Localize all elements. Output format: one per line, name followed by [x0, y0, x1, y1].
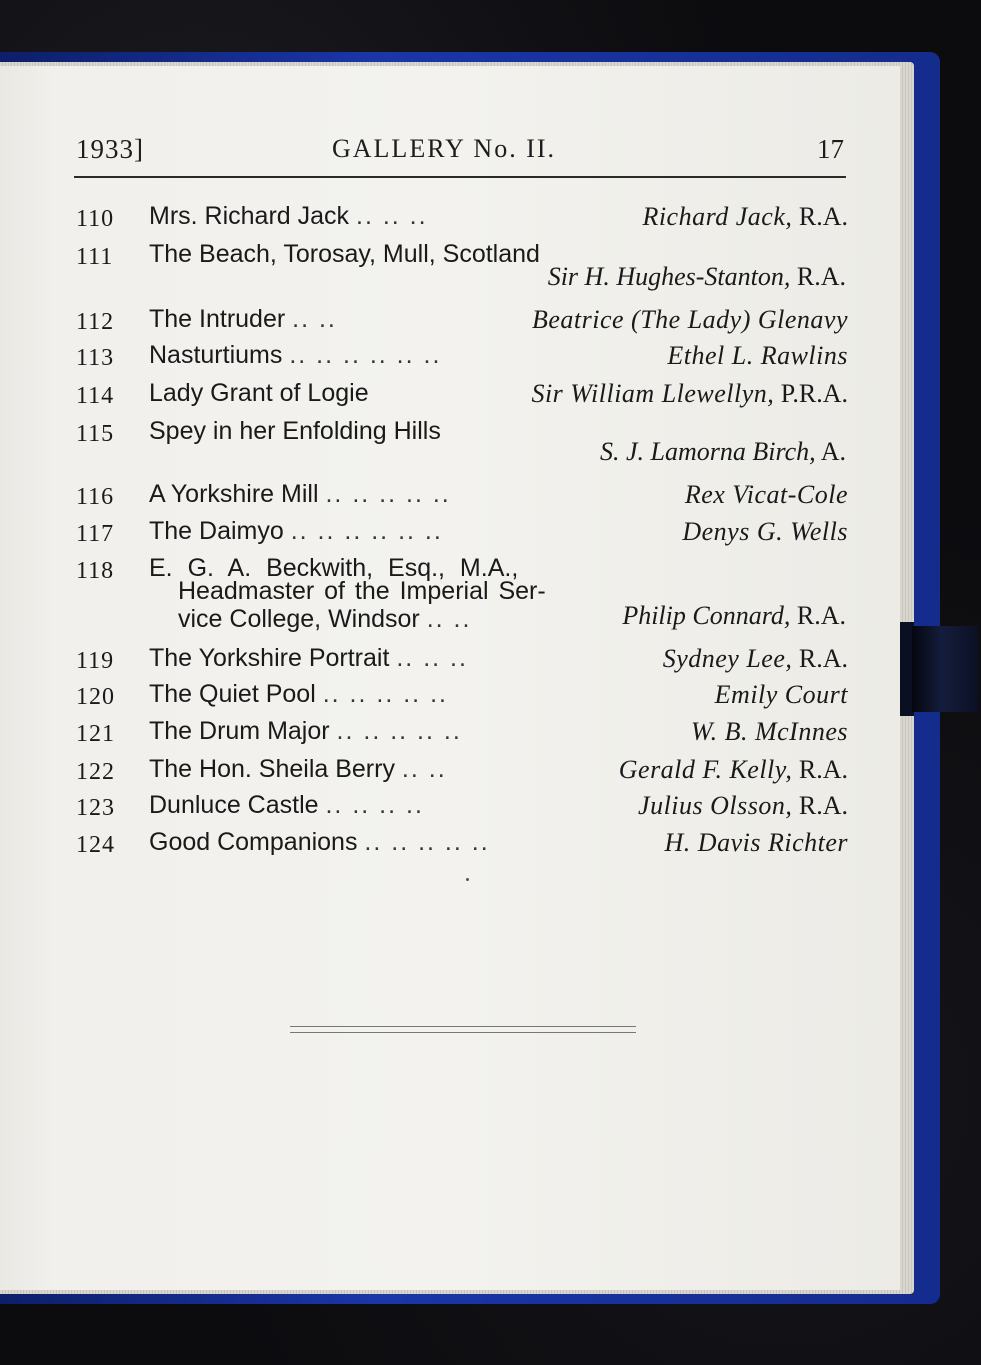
entry-artist: H. Davis Richter	[664, 828, 848, 857]
end-rule	[290, 1026, 636, 1033]
list-item	[76, 480, 848, 514]
entry-artist: S. J. Lamorna Birch, A.	[599, 437, 846, 466]
entry-artist: W. B. McInnes	[690, 717, 848, 746]
entry-artist: Emily Court	[714, 680, 848, 709]
entry-number: 123	[76, 795, 115, 821]
entry-artist: Gerald F. Kelly, R.A.	[618, 755, 848, 784]
entry-number: 111	[76, 244, 114, 270]
year-label: 1933]	[76, 134, 144, 164]
entry-title: E. G. A. Beckwith, Esq., M.A.,	[149, 554, 519, 582]
entry-title: The Daimyo .. .. .. .. .. ..	[149, 517, 443, 545]
page-title: GALLERY No. II.	[332, 134, 557, 163]
entry-number: 119	[76, 648, 115, 674]
entry-number: 113	[76, 345, 115, 371]
entry-artist: Philip Connard, R.A.	[622, 601, 846, 630]
entry-artist: Rex Vicat-Cole	[684, 480, 848, 509]
entry-title-continued: vice College, Windsor .. ..	[178, 605, 472, 633]
list-item	[76, 379, 848, 413]
entry-number: 110	[76, 206, 115, 232]
entry-number: 122	[76, 759, 115, 785]
entry-artist: Denys G. Wells	[682, 517, 848, 546]
entry-artist: Sir William Llewellyn, P.R.A.	[531, 379, 848, 408]
entry-number: 115	[76, 421, 115, 447]
entry-number: 121	[76, 721, 115, 747]
entry-artist: Sir H. Hughes-Stanton, R.A.	[547, 262, 846, 291]
bookmark-ribbon	[912, 626, 978, 712]
entry-number: 124	[76, 832, 115, 858]
entry-number: 116	[76, 484, 115, 510]
entry-artist: Ethel L. Rawlins	[667, 341, 848, 370]
print-speck	[466, 878, 469, 881]
list-item	[76, 717, 848, 751]
entry-title: The Drum Major .. .. .. .. ..	[149, 717, 462, 745]
entry-artist: Julius Olsson, R.A.	[638, 791, 848, 820]
list-item	[76, 202, 848, 236]
entry-title: The Beach, Torosay, Mull, Scotland	[149, 240, 540, 268]
entry-artist: Sydney Lee, R.A.	[662, 644, 848, 673]
list-item	[76, 517, 848, 551]
entry-artist: Beatrice (The Lady) Glenavy	[531, 305, 848, 334]
entry-title: The Yorkshire Portrait .. .. ..	[149, 644, 468, 672]
entry-title: A Yorkshire Mill .. .. .. .. ..	[149, 480, 451, 508]
list-item	[76, 305, 848, 339]
page-number: 17	[817, 134, 844, 164]
entry-title-continued: Headmaster of the Imperial Ser-	[178, 577, 546, 605]
entry-title: Nasturtiums .. .. .. .. .. ..	[149, 341, 442, 369]
entry-number: 112	[76, 309, 115, 335]
list-item	[76, 791, 848, 825]
list-item	[76, 828, 848, 862]
entry-title: Dunluce Castle .. .. .. ..	[149, 791, 424, 819]
entry-number: 114	[76, 383, 115, 409]
entry-title: The Intruder .. ..	[149, 305, 337, 333]
list-item	[76, 644, 848, 678]
entry-title: Mrs. Richard Jack .. .. ..	[149, 202, 428, 230]
list-item	[76, 341, 848, 375]
entry-artist: Richard Jack, R.A.	[642, 202, 848, 231]
entry-title: The Hon. Sheila Berry .. ..	[149, 755, 447, 783]
entry-title: Good Companions .. .. .. .. ..	[149, 828, 490, 856]
entry-number: 117	[76, 521, 115, 547]
list-item	[76, 680, 848, 714]
entry-title: Spey in her Enfolding Hills	[149, 417, 441, 445]
entry-title: The Quiet Pool .. .. .. .. ..	[149, 680, 448, 708]
list-item	[76, 755, 848, 789]
entry-number: 120	[76, 684, 115, 710]
entry-number: 118	[76, 558, 115, 584]
entry-title: Lady Grant of Logie	[149, 379, 369, 407]
